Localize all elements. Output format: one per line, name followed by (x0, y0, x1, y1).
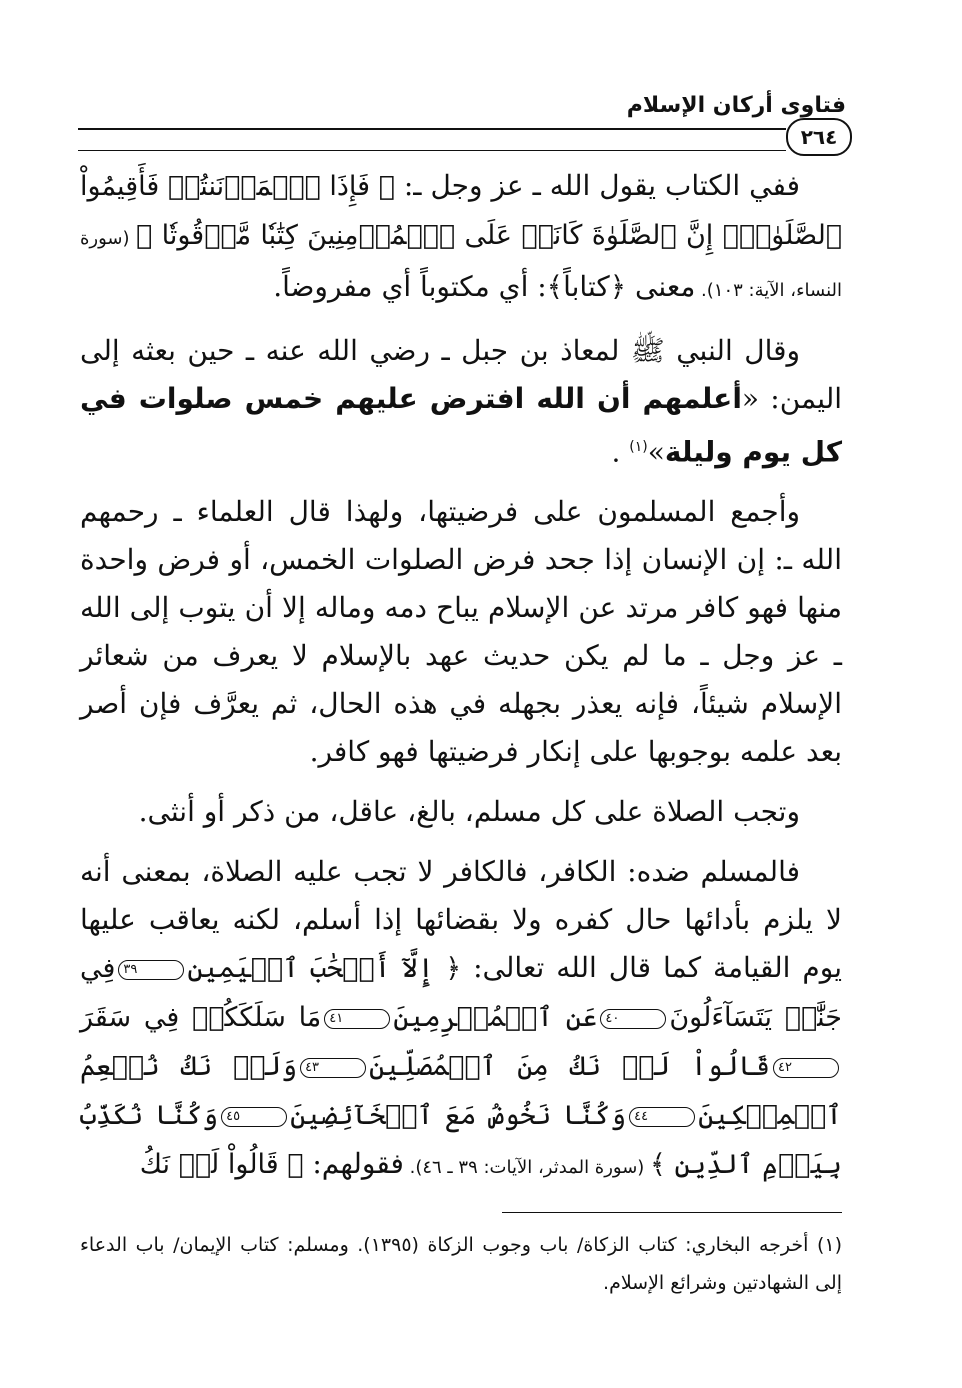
surah-reference: (سورة المدثر، الآيات: ٣٩ ـ ٤٦). (403, 1157, 651, 1179)
quran-fragment: وَكُنَّا نَخُوضُ مَعَ ٱلۡخَآئِضِينَ (290, 1100, 627, 1132)
quran-fragment: ﴿ إِلَّآ أَصۡحَٰبَ ٱلۡيَمِينِ (187, 953, 462, 985)
quran-fragment: فِي جَنَّٰتٖ يَتَسَآءَلُونَ (80, 953, 842, 1034)
ayah-number-marker: ٤٢ (773, 1058, 839, 1078)
running-header (86, 92, 846, 120)
paragraph-2 (80, 327, 842, 476)
p2-end: . (611, 435, 630, 469)
header-rule-lower (78, 150, 786, 151)
quran-fragment: قَالُواْ لَمۡ نَكُ مِنَ ٱلۡمُصَلِّينَ (369, 1051, 771, 1083)
paragraph-4: وتجب الصلاة على كل مسلم، بالغ، عاقل، من ذكر أو أنثى. (138, 795, 800, 829)
ayah-number-marker: ٤٥ (221, 1107, 287, 1127)
p1-explanation: معنى ﴿كتاباً﴾: أي مكتوباً أي مفروضاً. (273, 270, 696, 303)
p1-intro: ففي الكتاب يقول الله ـ عز وجل ـ: (394, 169, 800, 202)
footnote-text: (١) أخرجه البخاري: كتاب الزكاة/ باب وجوب الزكاة (١٣٩٥). ومسلم: كتاب الإيمان/ باب الدعاء إلى الشهادتين وشرائع الإسلام. (80, 1234, 842, 1294)
footnote-marker[interactable]: (١) (629, 439, 648, 455)
quran-fragment: وَكُنَّا نُكَذِّبُ بِيَوۡمِ ٱلدِّينِ ﴾ (80, 1100, 842, 1181)
p5-intro: فالمسلم ضده: الكافر، فالكافر لا تجب عليه الصلاة، بمعنى أنه لا يلزم بأدائها حال كفره ولا بقضائها إذا أسلم، لكنه يعاقب عليها يوم القيامة كما قال الله تعالى: (80, 855, 842, 985)
quran-fragment: مَا سَلَكَكُمۡ فِي سَقَرَ (80, 1002, 322, 1034)
p5-tail: فقولهم: (303, 1147, 404, 1181)
ayah-number-marker: ٤٣ (300, 1058, 366, 1078)
footnote-separator (502, 1212, 842, 1213)
quran-verse-nisa: ﴿ فَإِذَا ٱطۡمَأۡنَنتُمۡ فَأَقِيمُواْ ٱلصَّلَوٰةَۚ إِنَّ ٱلصَّلَوٰةَ كَانَتۡ عَلَى ٱلۡمُؤۡمِنِينَ كِتَٰبٗا مَّوۡقُوتٗا ﴾ (80, 171, 842, 251)
footnote (80, 1226, 842, 1302)
paragraph-5 (80, 848, 842, 1192)
ayah-number-marker: ٤٤ (629, 1107, 695, 1127)
page-number (786, 118, 852, 156)
hadith-text: أعلمهم أن الله افترض عليهم خمس صلوات في كل يوم وليلة (80, 382, 842, 469)
page-number-text: ٢٦٤ (800, 125, 838, 149)
p2-intro: وقال النبي ﷺ لمعاذ بن جبل ـ رضي الله عنه ـ حين بعثه إلى اليمن: « (80, 334, 842, 415)
quran-fragment: عَنِ ٱلۡمُجۡرِمِينَ (393, 1002, 598, 1034)
quran-fragment: ﴿ قَالُواْ لَمۡ نَكُ (139, 1149, 304, 1181)
book-title: فتاوى أركان الإسلام (626, 93, 846, 118)
main-text (80, 162, 842, 1204)
ayah-number-marker: ٣٩ (118, 960, 184, 980)
ayah-number-marker: ٤١ (324, 1009, 390, 1029)
hadith-close-quote: » (647, 435, 665, 469)
ayah-number-marker: ٤٠ (600, 1009, 666, 1029)
ayah-reference: الآية: ١٠٣). (695, 280, 785, 301)
paragraph-3: وأجمع المسلمون على فرضيتها، ولهذا قال العلماء ـ رحمهم الله ـ: إن الإنسان إذا جحد فرض الصلوات الخمس، أو فرض واحدة منها فهو كافر مرتد عن الإسلام يباح دمه وماله إلا أن يتوب إلى الله ـ عز وجل ـ ما لم يكن حديث عهد بالإسلام لا يعرف من شعائر الإسلام شيئاً، فإنه يعذر بجهله في هذه الحال، ثم يعرَّف فإن أصر بعد علمه بوجوبها على إنكار فرضيتها فهو كافر. (80, 495, 842, 769)
header-rule (78, 128, 786, 130)
paragraph-1 (80, 162, 842, 315)
surah-reference: (سورة النساء، (80, 228, 842, 301)
quran-fragment: وَلَمۡ نَكُ نُطۡعِمُ ٱلۡمِسۡكِينَ (80, 1051, 842, 1132)
